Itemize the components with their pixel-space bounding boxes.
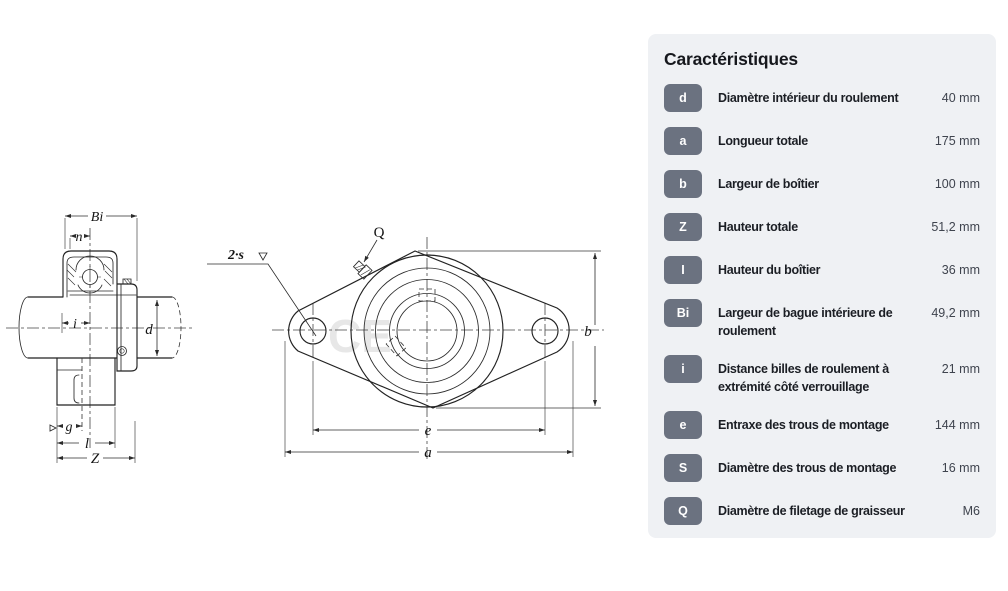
spec-badge-S: S — [664, 454, 702, 482]
spec-badge-a: a — [664, 127, 702, 155]
spec-badge-d: d — [664, 84, 702, 112]
spec-value: 21 mm — [941, 362, 980, 376]
spec-row-I — [664, 256, 980, 284]
spec-value: 16 mm — [941, 461, 980, 475]
spec-badge-e: e — [664, 411, 702, 439]
spec-row-d — [664, 84, 980, 112]
dim-label-g: g — [65, 420, 73, 435]
spec-value: 36 mm — [941, 263, 980, 277]
dim-label-Q: Q — [373, 225, 385, 241]
spec-label: Largeur de boîtier — [718, 177, 819, 191]
bolt-hole-leader — [207, 264, 316, 336]
spec-row-Z — [664, 213, 980, 241]
spec-value: M6 — [962, 504, 980, 518]
spec-label: Entraxe des trous de montage — [718, 418, 889, 432]
spec-badge-b: b — [664, 170, 702, 198]
dim-label-a: a — [424, 445, 432, 461]
spec-row-e — [664, 411, 980, 439]
spec-label: Diamètre de filetage de graisseur — [718, 504, 905, 518]
spec-badge-Q: Q — [664, 497, 702, 525]
spec-label: Hauteur du boîtier — [718, 263, 821, 277]
spec-row-S — [664, 454, 980, 482]
spec-value: 144 mm — [934, 418, 980, 432]
watermark: CE — [328, 310, 392, 362]
front-view — [207, 225, 604, 461]
spec-label: Diamètre des trous de montage — [718, 461, 897, 475]
spec-row-b — [664, 170, 980, 198]
set-screw — [118, 347, 127, 356]
spec-badge-I: I — [664, 256, 702, 284]
spec-row-a — [664, 127, 980, 155]
side-dimensions — [50, 210, 157, 467]
dim-label-2s: 2·s — [228, 248, 244, 263]
locking-collar — [117, 279, 137, 371]
spec-row-Bi — [664, 299, 980, 340]
datum-triangle-icon — [50, 425, 56, 431]
spec-row-Q — [664, 497, 980, 525]
spec-value: 100 mm — [934, 177, 980, 191]
spec-value: 175 mm — [934, 134, 980, 148]
surface-mark-icon — [259, 253, 267, 260]
grease-leader — [364, 240, 377, 262]
b-extension-lines — [418, 251, 601, 408]
dim-label-e: e — [424, 423, 432, 439]
spec-badge-Z: Z — [664, 213, 702, 241]
spec-badge-i: i — [664, 355, 702, 383]
panel-title: Caractéristiques — [664, 49, 798, 69]
dim-label-b: b — [584, 324, 592, 340]
spec-label: Distance billes de roulement à extrémité côté verrouillage — [718, 362, 889, 394]
spec-value: 51,2 mm — [931, 220, 980, 234]
spec-value: 40 mm — [941, 91, 980, 105]
characteristics-panel — [648, 34, 996, 538]
spec-label: Largeur de bague intérieure de roulement — [718, 306, 893, 338]
dim-label-n: n — [75, 230, 83, 245]
spec-label: Hauteur totale — [718, 220, 798, 234]
dim-label-l: l — [84, 436, 90, 452]
dim-label-Bi: Bi — [90, 210, 104, 225]
dim-label-d: d — [145, 322, 153, 338]
bearing-section — [67, 256, 136, 295]
spec-label: Diamètre intérieur du roulement — [718, 91, 899, 105]
dim-label-Z: Z — [90, 451, 100, 467]
spec-label: Longueur totale — [718, 134, 808, 148]
grease-nipple — [352, 259, 372, 279]
side-view — [6, 210, 192, 467]
spec-badge-Bi: Bi — [664, 299, 702, 327]
spec-row-i — [664, 355, 980, 396]
spec-value: 49,2 mm — [931, 306, 980, 320]
dim-label-i: i — [73, 317, 77, 332]
